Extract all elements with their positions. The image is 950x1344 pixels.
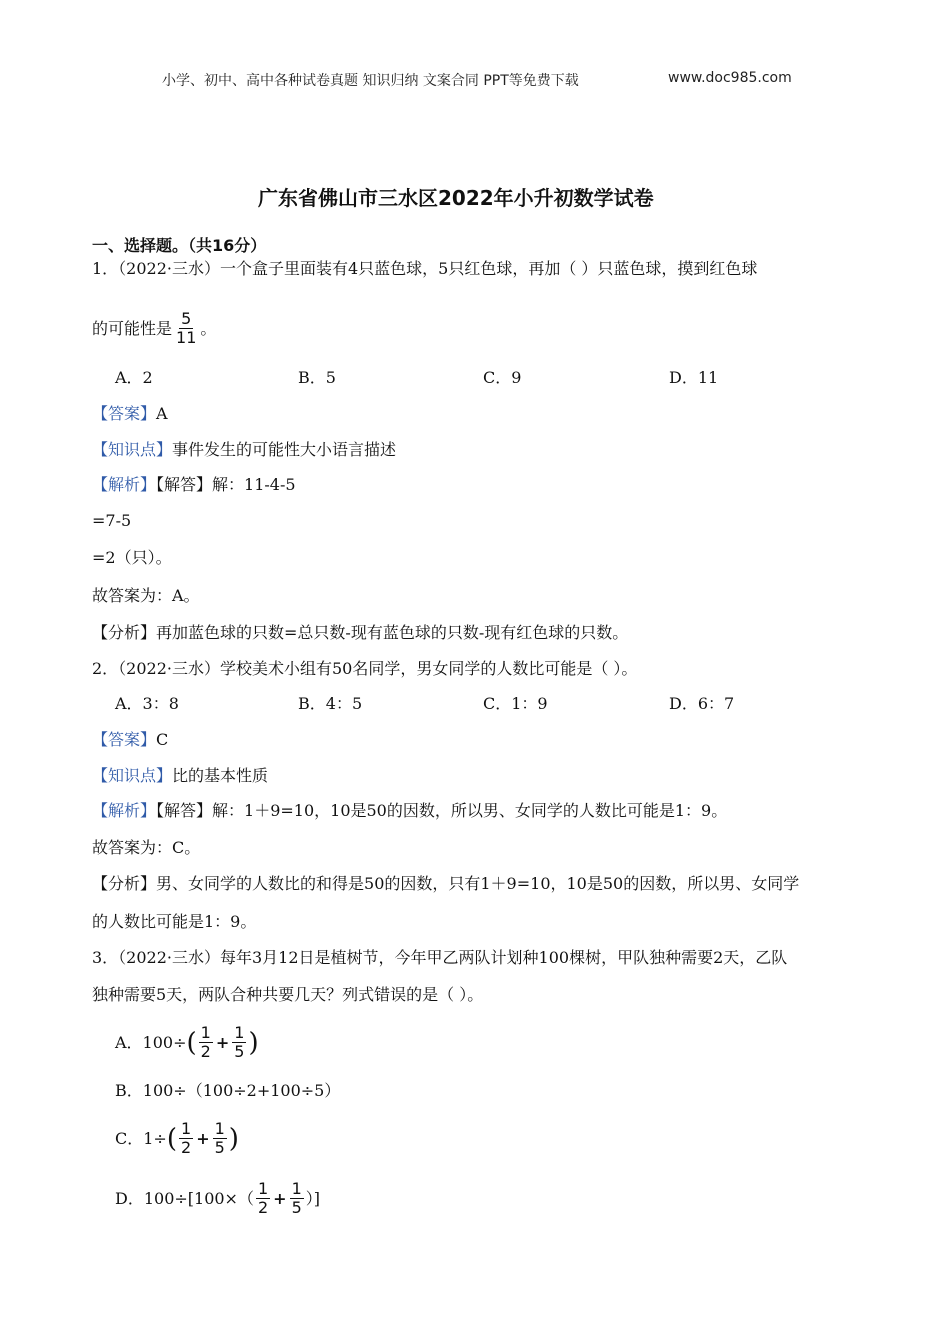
answer-label: 【答案】 [92, 730, 157, 749]
q1-answer-value: A [156, 404, 168, 423]
frac-num: 1 [257, 1179, 269, 1198]
q2-fenxi-l2: 的人数比可能是1：9。 [92, 912, 257, 931]
right-paren: ) [248, 1027, 259, 1058]
q1-option-c[interactable]: C．9 [483, 368, 522, 387]
header-url[interactable]: www.doc985.com [668, 70, 792, 86]
q2-stem: 2．（2022·三水）学校美术小组有50名同学，男女同学的人数比可能是（ ）。 [92, 659, 638, 678]
analysis-label: 【解析】 [92, 801, 157, 820]
q1-knowledge [92, 440, 396, 460]
q1-analysis-l2: =7-5 [92, 511, 132, 530]
q2-analysis [92, 801, 727, 821]
left-paren: ( [166, 1123, 177, 1154]
q2-fenxi-l1: 男、女同学的人数比的和得是50的因数，只有1＋9=10，10是50的因数，所以男、女同学 [156, 874, 800, 893]
q1-stem-line2 [92, 310, 216, 347]
fraction-half [179, 1120, 193, 1157]
q1-stem-line1: 1．（2022·三水）一个盒子里面装有4只蓝色球，5只红色球，再加（ ）只蓝色球，摸到红色球 [92, 259, 758, 278]
q1-analysis-l1: 【解答】解：11-4-5 [156, 475, 296, 494]
q3-option-b[interactable]: B．100÷（100÷2+100÷5） [115, 1081, 341, 1100]
section-heading: 一、选择题。（共16分） [92, 236, 267, 255]
frac-den: 2 [181, 1138, 192, 1157]
q2-knowledge-value: 比的基本性质 [172, 766, 269, 785]
q2-answer [92, 730, 168, 750]
fraction-fifth [213, 1120, 227, 1157]
q1-analysis-l4: 故答案为：A。 [92, 586, 200, 605]
q1-frac-num: 5 [181, 309, 192, 328]
q2-analysis-l2: 故答案为：C。 [92, 838, 201, 857]
header-text: 小学、初中、高中各种试卷真题 知识归纳 文案合同 PPT等免费下载 [162, 73, 579, 89]
q1-frac-den: 11 [176, 328, 197, 347]
analysis-label: 【解析】 [92, 475, 157, 494]
q3-option-a-text: A．100÷ [115, 1032, 187, 1052]
fenxi-label: 【分析】 [92, 874, 157, 893]
frac-num: 1 [181, 1119, 192, 1138]
q1-analysis [92, 475, 296, 495]
fraction-fifth [290, 1180, 304, 1217]
q1-fenxi-value: 再加蓝色球的只数=总只数-现有蓝色球的只数-现有红色球的只数。 [156, 623, 629, 642]
q3-option-d-close: ）] [305, 1188, 320, 1208]
q1-answer [92, 404, 168, 424]
q3-option-a[interactable] [115, 1024, 259, 1061]
right-paren: ) [228, 1123, 239, 1154]
knowledge-label: 【知识点】 [92, 440, 173, 459]
q2-fenxi [92, 874, 799, 894]
answer-label: 【答案】 [92, 404, 157, 423]
plus-sign: + [196, 1128, 210, 1148]
fraction-fifth [232, 1024, 246, 1061]
q1-fraction [174, 310, 198, 347]
q1-fenxi [92, 623, 628, 643]
frac-den: 2 [200, 1042, 211, 1061]
q3-option-d-text: D．100÷[100×（ [115, 1188, 254, 1208]
frac-den: 2 [257, 1198, 269, 1217]
q2-option-a[interactable]: A．3：8 [115, 694, 179, 713]
q1-option-a[interactable]: A．2 [115, 368, 153, 387]
fraction-half [199, 1024, 213, 1061]
q2-knowledge [92, 766, 268, 786]
frac-num: 1 [214, 1119, 225, 1138]
q2-answer-value: C [156, 730, 169, 749]
q1-stem-pre: 的可能性是 [92, 318, 173, 338]
frac-num: 1 [200, 1023, 211, 1042]
frac-den: 5 [291, 1198, 302, 1217]
knowledge-label: 【知识点】 [92, 766, 173, 785]
fenxi-label: 【分析】 [92, 623, 157, 642]
plus-sign: + [215, 1032, 230, 1052]
frac-den: 5 [214, 1138, 225, 1157]
q2-option-b[interactable]: B．4：5 [298, 694, 363, 713]
q1-stem-post: 。 [200, 318, 217, 338]
q3-stem-line1: 3．（2022·三水）每年3月12日是植树节，今年甲乙两队计划种100棵树，甲队独种需要2天，乙队 [92, 948, 788, 967]
page-title: 广东省佛山市三水区2022年小升初数学试卷 [258, 186, 654, 210]
q1-option-d[interactable]: D．11 [669, 368, 719, 387]
q1-option-b[interactable]: B．5 [298, 368, 336, 387]
q2-option-d[interactable]: D．6：7 [669, 694, 735, 713]
fraction-half [256, 1180, 270, 1217]
q3-option-c[interactable] [115, 1120, 239, 1157]
q1-analysis-l3: =2（只）。 [92, 548, 172, 567]
frac-num: 1 [291, 1179, 302, 1198]
q1-knowledge-value: 事件发生的可能性大小语言描述 [172, 440, 397, 459]
q3-option-c-text: C．1÷ [115, 1128, 167, 1148]
frac-num: 1 [234, 1023, 245, 1042]
frac-den: 5 [234, 1042, 245, 1061]
left-paren: ( [186, 1027, 197, 1058]
plus-sign: + [273, 1188, 287, 1208]
q3-stem-line2: 独种需要5天，两队合种共要几天？列式错误的是（ ）。 [92, 985, 484, 1004]
q2-option-c[interactable]: C．1：9 [483, 694, 548, 713]
q2-analysis-l1: 【解答】解：1＋9=10，10是50的因数，所以男、女同学的人数比可能是1：9。 [156, 801, 728, 820]
q3-option-d[interactable] [115, 1180, 320, 1217]
